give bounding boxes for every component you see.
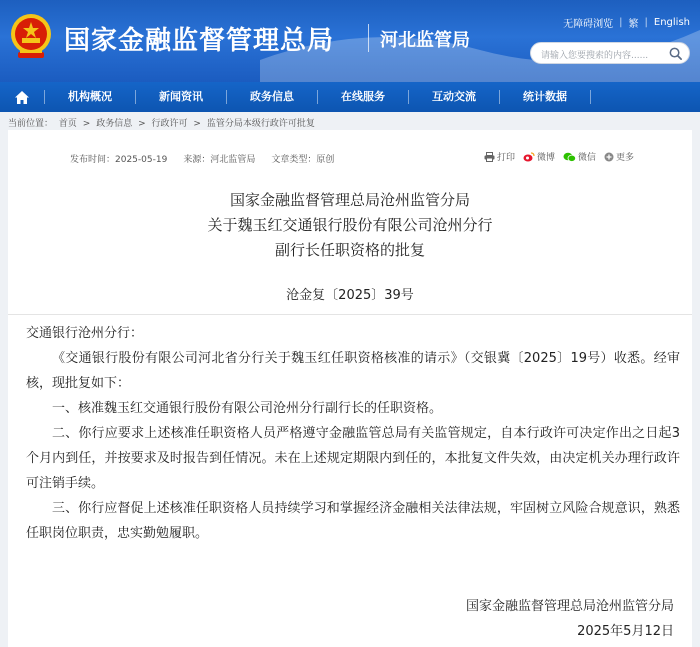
main-nav xyxy=(0,82,700,112)
signature-organization: 国家金融监督管理总局沧州监管分局 xyxy=(465,599,674,614)
breadcrumb-label: 当前位置： xyxy=(8,119,54,129)
wechat-share-button[interactable] xyxy=(563,150,596,163)
breadcrumb-item-administrative-license[interactable]: 行政许可 xyxy=(151,119,188,129)
wechat-label: 微信 xyxy=(577,153,596,163)
more-label: 更多 xyxy=(615,153,634,163)
link-separator: | xyxy=(644,17,648,28)
body-paragraph: 《交通银行股份有限公司河北省分行关于魏玉红任职资格核准的请示》（交银冀〔2025〕19号）收悉。经审核，现批复如下： xyxy=(26,351,680,391)
accessibility-link[interactable]: 无障碍浏览 xyxy=(563,19,614,30)
search-box xyxy=(530,42,690,64)
english-link[interactable]: English xyxy=(653,17,690,28)
top-links xyxy=(563,15,690,30)
breadcrumb-item-current[interactable]: 监管分局本级行政许可批复 xyxy=(206,119,315,129)
weibo-label: 微博 xyxy=(536,153,555,163)
salutation: 交通银行沧州分行： xyxy=(26,326,144,341)
nav-item-statistics[interactable]: 统计数据 xyxy=(523,90,567,103)
document-title-line: 国家金融监督管理总局沧州监管分局 xyxy=(229,191,470,209)
signature-date: 2025年5月12日 xyxy=(577,624,674,639)
nav-item-interaction[interactable]: 互动交流 xyxy=(432,90,476,103)
breadcrumb xyxy=(8,116,318,129)
weibo-share-button[interactable] xyxy=(523,150,555,163)
document-signature-block xyxy=(466,594,674,644)
breadcrumb-separator: > xyxy=(138,119,146,129)
search-icon[interactable] xyxy=(668,46,683,61)
more-plus-icon xyxy=(604,152,614,162)
article-type: 文章类型：原创 xyxy=(271,155,335,165)
nav-item-institution[interactable]: 机构概况 xyxy=(68,90,112,103)
content-divider xyxy=(8,314,692,315)
wechat-icon xyxy=(563,152,576,162)
more-share-button[interactable] xyxy=(604,150,634,163)
weibo-icon xyxy=(523,152,535,162)
breadcrumb-separator: > xyxy=(82,119,91,129)
print-label: 打印 xyxy=(496,153,515,163)
bureau-subtitle[interactable]: 河北监管局 xyxy=(380,30,470,51)
publish-date: 发布时间：2025-05-19 xyxy=(70,155,168,165)
nav-item-news[interactable]: 新闻资讯 xyxy=(159,90,203,103)
article-actions xyxy=(484,150,634,163)
document-title-line: 副行长任职资格的批复 xyxy=(274,241,425,259)
body-paragraph: 二、你行应要求上述核准任职资格人员严格遵守金融监管总局有关监管规定，自本行政许可决定作出之日起3个月内到任，并按要求及时报告到任情况。未在上述规定期限内到任的，本批复文件失效，由决定机关办理行政许可注销手续。 xyxy=(26,426,680,491)
nav-item-online-services[interactable]: 在线服务 xyxy=(341,90,385,103)
traditional-chinese-link[interactable]: 繁 xyxy=(628,19,639,30)
article-meta xyxy=(70,152,334,165)
link-separator: | xyxy=(619,17,623,28)
breadcrumb-item-government-info[interactable]: 政务信息 xyxy=(96,119,133,129)
document-body xyxy=(26,321,680,546)
document-number: 沧金复〔2025〕39号 xyxy=(286,288,414,303)
body-paragraph: 一、核准魏玉红交通银行股份有限公司沧州分行副行长的任职资格。 xyxy=(52,401,443,416)
body-paragraph: 三、你行应督促上述核准任职资格人员持续学习和掌握经济金融相关法律法规，牢固树立风险合规意识，熟悉任职岗位职责，忠实勤勉履职。 xyxy=(26,501,680,541)
printer-icon xyxy=(484,152,495,162)
breadcrumb-separator: > xyxy=(193,119,201,129)
nav-item-government-info[interactable]: 政务信息 xyxy=(250,90,294,103)
content-panel xyxy=(8,130,692,647)
site-header xyxy=(0,0,700,82)
document-title-line: 关于魏玉红交通银行股份有限公司沧州分行 xyxy=(207,216,493,234)
breadcrumb-item-home[interactable]: 首页 xyxy=(58,119,77,129)
nav-home[interactable] xyxy=(0,82,44,112)
national-emblem-icon xyxy=(8,12,54,60)
title-divider xyxy=(368,24,369,52)
site-title[interactable]: 国家金融监督管理总局 xyxy=(64,26,335,56)
nav-separator xyxy=(590,90,591,104)
article-source: 来源：河北监管局 xyxy=(183,155,256,165)
home-icon xyxy=(14,90,30,105)
search-input[interactable] xyxy=(531,46,663,66)
document-title xyxy=(8,188,692,263)
print-button[interactable] xyxy=(484,150,515,163)
